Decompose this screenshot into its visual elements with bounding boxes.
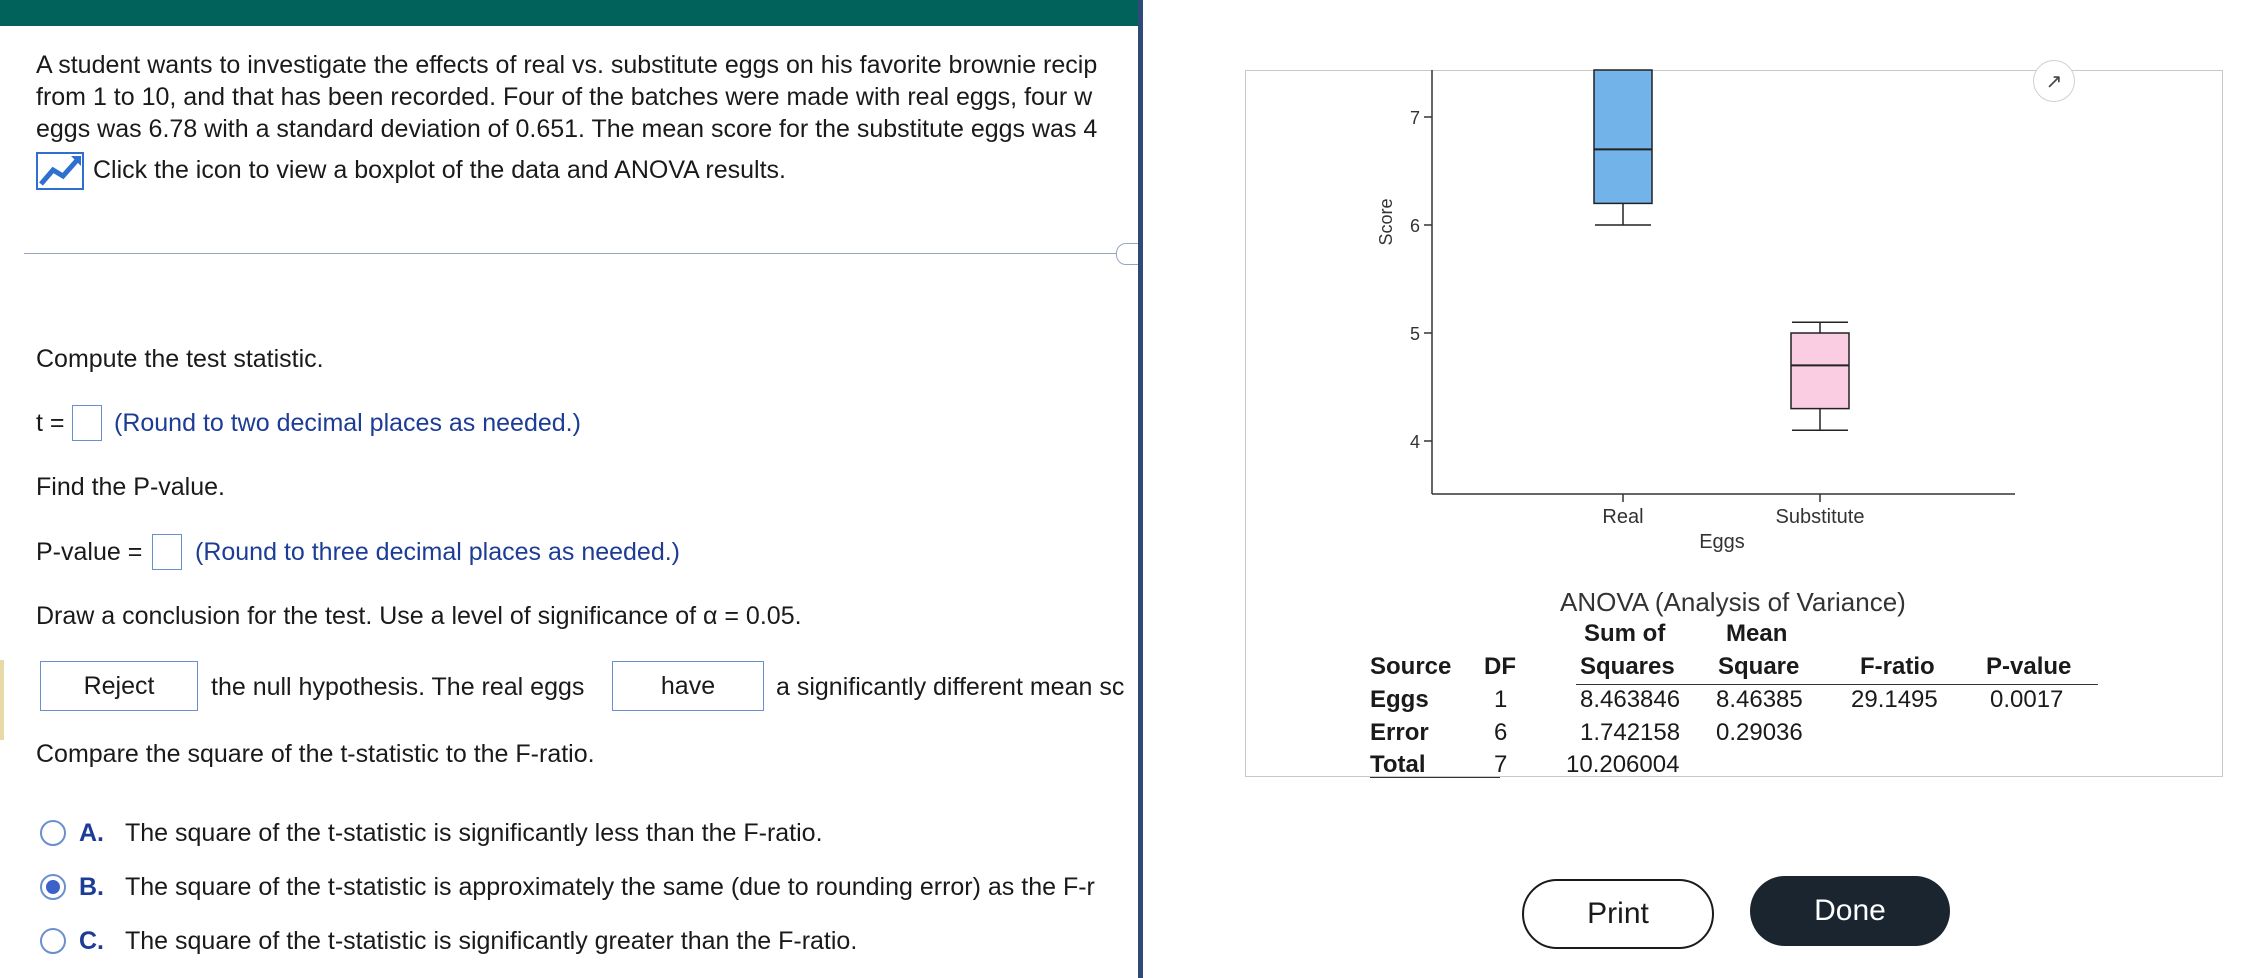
x-tick-label-substitute: Substitute — [1775, 506, 1865, 528]
row-eggs-p: 0.0017 — [1990, 686, 2064, 713]
problem-line-2: from 1 to 10, and that has been recorded. Four of the batches were made with real eggs, four w — [36, 83, 1093, 111]
row-total-ss: 10.206004 — [1566, 751, 1680, 778]
problem-line-3: eggs was 6.78 with a standard deviation of 0.651. The mean score for the substitute eggs was 4 — [36, 115, 1098, 143]
row-error-ms: 0.29036 — [1716, 719, 1803, 746]
real-box — [1594, 70, 1652, 203]
conclusion-tail-text: a significantly different mean sc — [776, 673, 1125, 701]
t-hint: (Round to two decimal places as needed.) — [114, 409, 581, 437]
reject-dropdown[interactable]: Reject — [40, 661, 198, 711]
y-tick-label-6: 6 — [1409, 216, 1420, 236]
substitute-box — [1791, 333, 1849, 409]
anova-title: ANOVA (Analysis of Variance) — [1560, 587, 1906, 617]
p-value-hint: (Round to three decimal places as needed.) — [195, 538, 681, 566]
done-button[interactable]: Done — [1750, 876, 1950, 946]
step3-prompt: Draw a conclusion for the test. Use a level of significance of α = 0.05. — [36, 602, 802, 630]
header-p-value: P-value — [1986, 653, 2072, 680]
row-error-df: 6 — [1494, 719, 1508, 746]
row-eggs-ss: 8.463846 — [1580, 686, 1681, 713]
option-a-letter: A. — [79, 819, 104, 847]
step4-prompt: Compare the square of the t-statistic to the F-ratio. — [36, 740, 595, 768]
header-f-ratio: F-ratio — [1860, 653, 1935, 680]
x-axis-label: Eggs — [1699, 531, 1745, 553]
header-square: Square — [1718, 653, 1800, 680]
y-tick-label-4: 4 — [1409, 432, 1420, 452]
print-button[interactable]: Print — [1522, 879, 1714, 949]
boxplot-link-text[interactable]: Click the icon to view a boxplot of the data and ANOVA results. — [93, 156, 786, 184]
row-error-ss: 1.742158 — [1580, 719, 1681, 746]
header-sum-of: Sum of — [1584, 620, 1666, 647]
x-tick-label-real: Real — [1602, 506, 1644, 528]
option-c-text[interactable]: The square of the t-statistic is significantly greater than the F-ratio. — [125, 927, 858, 955]
header-source: Source — [1370, 653, 1452, 680]
row-total-source: Total — [1370, 751, 1426, 778]
option-b-text[interactable]: The square of the t-statistic is approximately the same (due to rounding error) as the F-r — [125, 873, 1095, 901]
have-dropdown[interactable]: have — [612, 661, 764, 711]
expand-icon[interactable]: ↗ — [2033, 60, 2075, 102]
problem-line-1: A student wants to investigate the effects of real vs. substitute eggs on his favorite brownie recip — [36, 51, 1098, 79]
row-eggs-ms: 8.46385 — [1716, 686, 1803, 713]
header-mean: Mean — [1726, 620, 1788, 647]
header-df: DF — [1484, 653, 1516, 680]
t-label: t = — [36, 409, 65, 437]
conclusion-mid-text: the null hypothesis. The real eggs — [211, 673, 585, 701]
option-c-letter: C. — [79, 927, 104, 955]
row-total-df: 7 — [1494, 751, 1508, 778]
row-eggs-source: Eggs — [1370, 686, 1429, 713]
row-error-source: Error — [1370, 719, 1429, 746]
step2-prompt: Find the P-value. — [36, 473, 225, 501]
option-b-letter: B. — [79, 873, 104, 901]
option-a-text[interactable]: The square of the t-statistic is significantly less than the F-ratio. — [125, 819, 823, 847]
row-eggs-df: 1 — [1494, 686, 1508, 713]
y-axis-label: Score — [1376, 198, 1396, 246]
header-squares: Squares — [1580, 653, 1675, 680]
total-underline — [1370, 777, 1500, 778]
row-eggs-f: 29.1495 — [1851, 686, 1938, 713]
p-value-label: P-value = — [36, 538, 143, 566]
step1-prompt: Compute the test statistic. — [36, 345, 324, 373]
y-tick-label-5: 5 — [1409, 324, 1420, 344]
y-tick-label-7: 7 — [1409, 108, 1420, 128]
